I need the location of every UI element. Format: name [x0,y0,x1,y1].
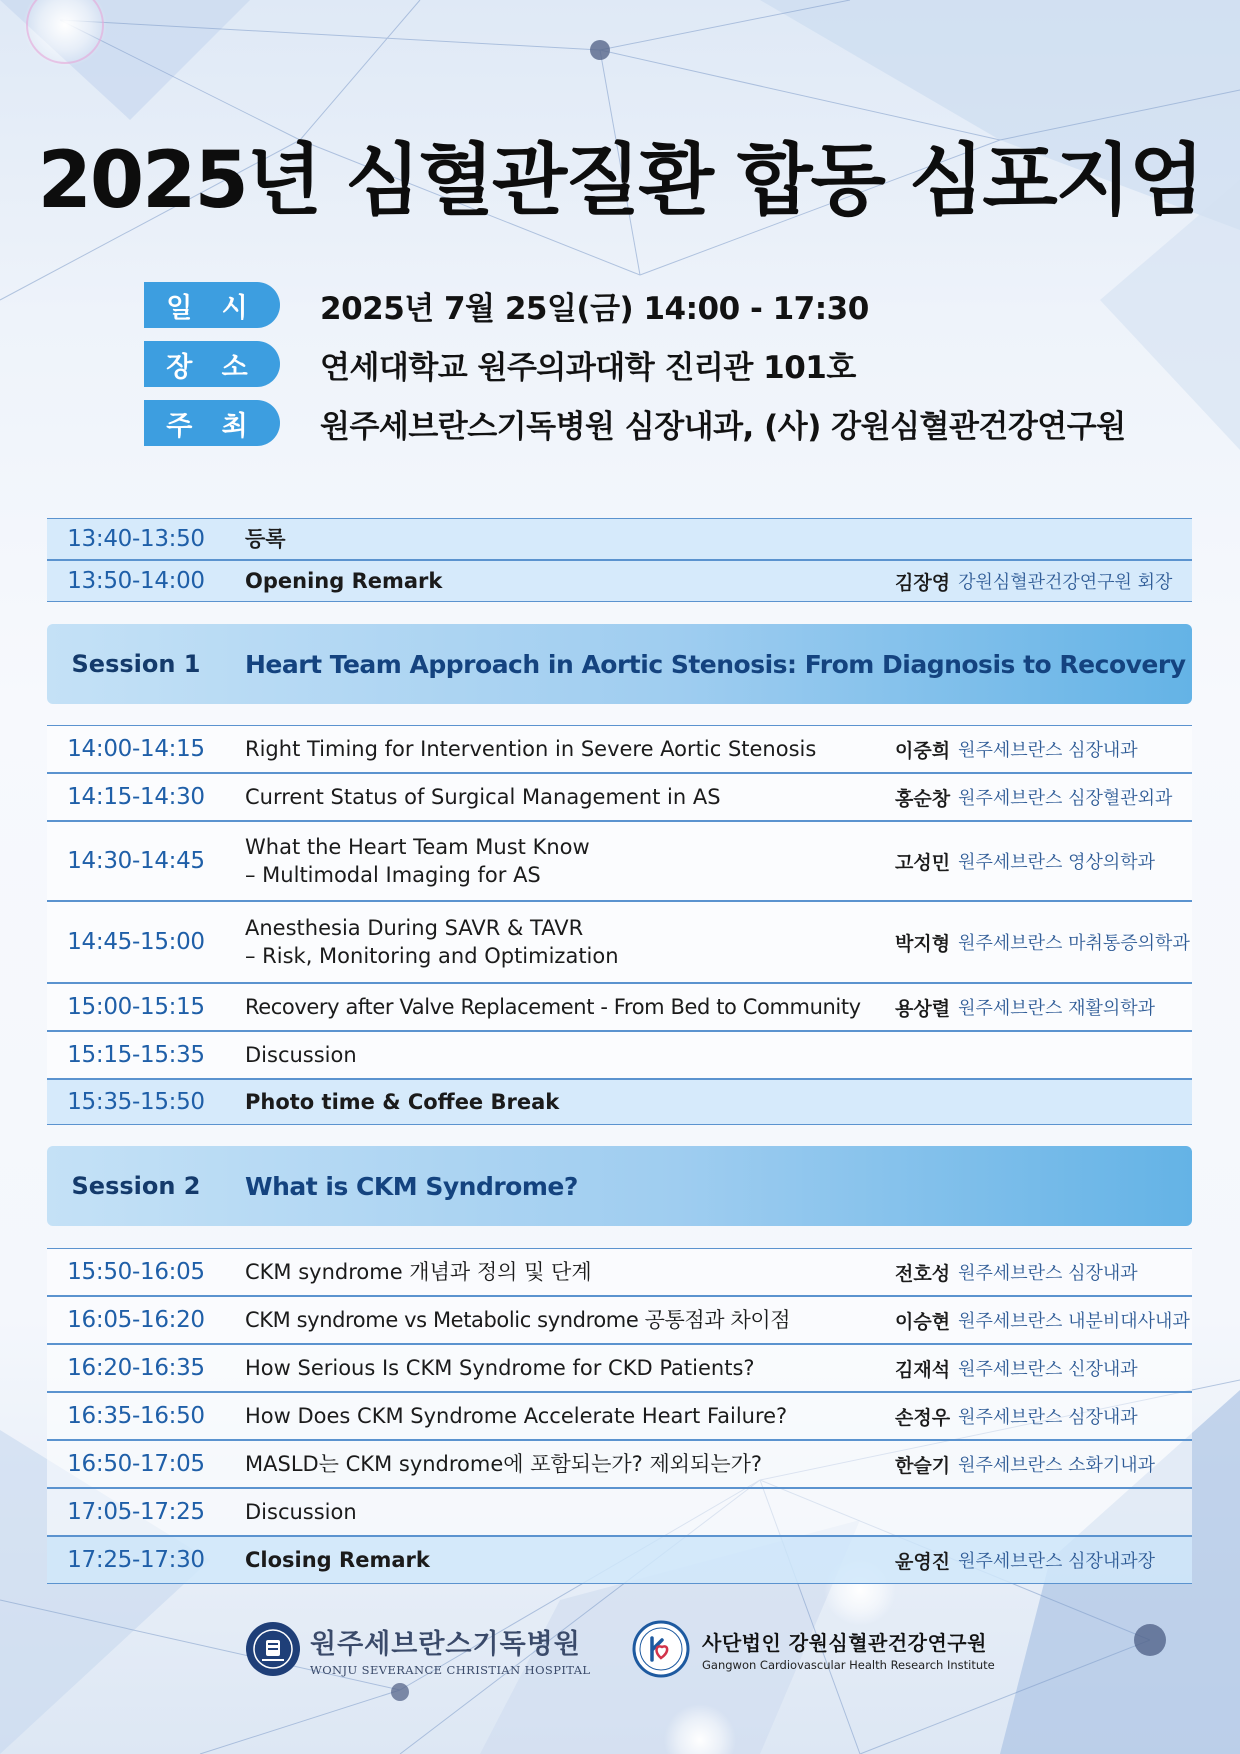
row-topic-line1: Anesthesia During SAVR & TAVR [245,916,584,940]
row-speaker: 이승현 [895,1310,951,1333]
row-time: 14:00-14:15 [67,736,205,762]
row-time: 15:15-15:35 [67,1042,205,1068]
institute-name-en: Gangwon Cardiovascular Health Research Institute [702,1657,995,1672]
schedule-row [47,725,1192,773]
info-date-tag: 일 시 [144,282,280,328]
heart-emblem-icon [632,1620,690,1678]
row-topic: Discussion [245,1500,357,1524]
row-topic [225,914,895,970]
schedule-row [47,1488,1192,1536]
row-time: 13:40-13:50 [67,526,205,552]
row-topic: Current Status of Surgical Management in AS [245,785,721,809]
row-time: 14:15-14:30 [67,784,205,810]
hospital-name-ko: 원주세브란스기독병원 [310,1628,581,1660]
row-topic: Right Timing for Intervention in Severe Aortic Stenosis [245,737,817,761]
row-time: 16:05-16:20 [67,1307,205,1333]
schedule-row [47,1392,1192,1440]
schedule-row [47,983,1192,1031]
row-topic-line2: – Multimodal Imaging for AS [245,863,541,887]
info-venue-value: 연세대학교 원주의과대학 진리관 101호 [320,349,856,386]
row-speaker: 홍순창 [895,787,951,810]
institute-name [702,1627,995,1672]
row-time: 17:05-17:25 [67,1499,205,1525]
row-topic: Opening Remark [245,569,443,593]
row-affiliation: 원주세브란스 영상의학과 [958,852,1156,873]
row-affiliation: 원주세브란스 내분비대사내과 [958,1311,1190,1332]
row-topic: How Does CKM Syndrome Accelerate Heart Failure? [245,1404,788,1428]
session-title: What is CKM Syndrome? [245,1171,578,1201]
row-speaker: 박지형 [895,932,951,955]
session-label: Session 1 [71,650,201,678]
row-affiliation: 원주세브란스 소화기내과 [958,1455,1156,1476]
row-affiliation: 원주세브란스 심장혈관외과 [958,788,1173,809]
row-speaker: 이중희 [895,739,951,762]
info-host [144,399,1144,447]
row-topic-line1: What the Heart Team Must Know [245,835,590,859]
session-2-header [47,1146,1192,1226]
row-time: 16:20-16:35 [67,1355,205,1381]
row-topic: CKM syndrome 개념과 정의 및 단계 [245,1260,592,1284]
row-affiliation: 원주세브란스 마취통증의학과 [958,933,1190,954]
row-speaker: 윤영진 [895,1550,951,1573]
session-title: Heart Team Approach in Aortic Stenosis: From Diagnosis to Recovery [245,649,1186,679]
row-affiliation: 원주세브란스 심장내과 [958,1407,1138,1428]
row-topic: MASLD는 CKM syndrome에 포함되는가? 제외되는가? [245,1452,763,1476]
row-topic-line2: – Risk, Monitoring and Optimization [245,944,619,968]
row-speaker: 한슬기 [895,1454,951,1477]
info-venue [144,340,1144,388]
row-time: 16:35-16:50 [67,1403,205,1429]
row-topic: Recovery after Valve Replacement - From Bed to Community [245,995,861,1019]
row-time: 14:30-14:45 [67,848,205,874]
schedule-row [47,773,1192,821]
info-host-value: 원주세브란스기독병원 심장내과, (사) 강원심혈관건강연구원 [320,408,1126,445]
session-1-header [47,624,1192,704]
schedule-row [47,1296,1192,1344]
row-affiliation: 원주세브란스 심장내과장 [958,1551,1156,1572]
schedule-row [47,1079,1192,1125]
footer [0,1620,1240,1700]
info-host-tag: 주 최 [144,400,280,446]
row-affiliation: 원주세브란스 재활의학과 [958,998,1156,1019]
session-label: Session 2 [71,1172,201,1200]
schedule-row [47,1248,1192,1296]
row-topic [225,833,895,889]
row-affiliation: 강원심혈관건강연구원 회장 [958,572,1173,593]
row-speaker: 김장영 [895,571,951,594]
schedule-row [47,1031,1192,1079]
row-affiliation: 원주세브란스 심장내과 [958,1263,1138,1284]
schedule-row [47,560,1192,602]
row-topic: CKM syndrome vs Metabolic syndrome 공통점과 차이점 [245,1308,791,1332]
row-time: 15:50-16:05 [67,1259,205,1285]
row-topic: Discussion [245,1043,357,1067]
institute-logo [632,1620,995,1678]
row-speaker: 손정우 [895,1406,951,1429]
hospital-logo [244,1620,590,1678]
row-time: 14:45-15:00 [67,929,205,955]
row-affiliation: 원주세브란스 신장내과 [958,1359,1138,1380]
row-speaker: 전호성 [895,1262,951,1285]
hospital-name-en: WONJU SEVERANCE CHRISTIAN HOSPITAL [310,1662,591,1677]
row-time: 17:25-17:30 [67,1547,205,1573]
row-topic: 등록 [245,527,286,551]
row-time: 13:50-14:00 [67,568,205,594]
row-time: 15:00-15:15 [67,994,205,1020]
schedule-row [47,518,1192,560]
row-speaker: 김재석 [895,1358,951,1381]
hospital-name [310,1622,590,1677]
info-date [144,281,1144,329]
schedule-row [47,1344,1192,1392]
schedule-row [47,901,1192,983]
row-topic: Closing Remark [245,1548,430,1572]
info-date-value: 2025년 7월 25일(금) 14:00 - 17:30 [320,290,869,327]
row-speaker: 용상렬 [895,997,951,1020]
yonsei-emblem-icon [244,1620,302,1678]
row-speaker: 고성민 [895,851,951,874]
page-title: 2025년 심혈관질환 합동 심포지엄 [37,136,1203,226]
row-topic: Photo time & Coffee Break [245,1090,560,1114]
row-time: 15:35-15:50 [67,1089,205,1115]
institute-name-ko: 사단법인 강원심혈관건강연구원 [702,1630,987,1655]
schedule-row [47,1440,1192,1488]
schedule-row [47,821,1192,901]
schedule-row [47,1536,1192,1584]
row-topic: How Serious Is CKM Syndrome for CKD Patients? [245,1356,755,1380]
row-affiliation: 원주세브란스 심장내과 [958,740,1138,761]
info-venue-tag: 장 소 [144,341,280,387]
row-time: 16:50-17:05 [67,1451,205,1477]
